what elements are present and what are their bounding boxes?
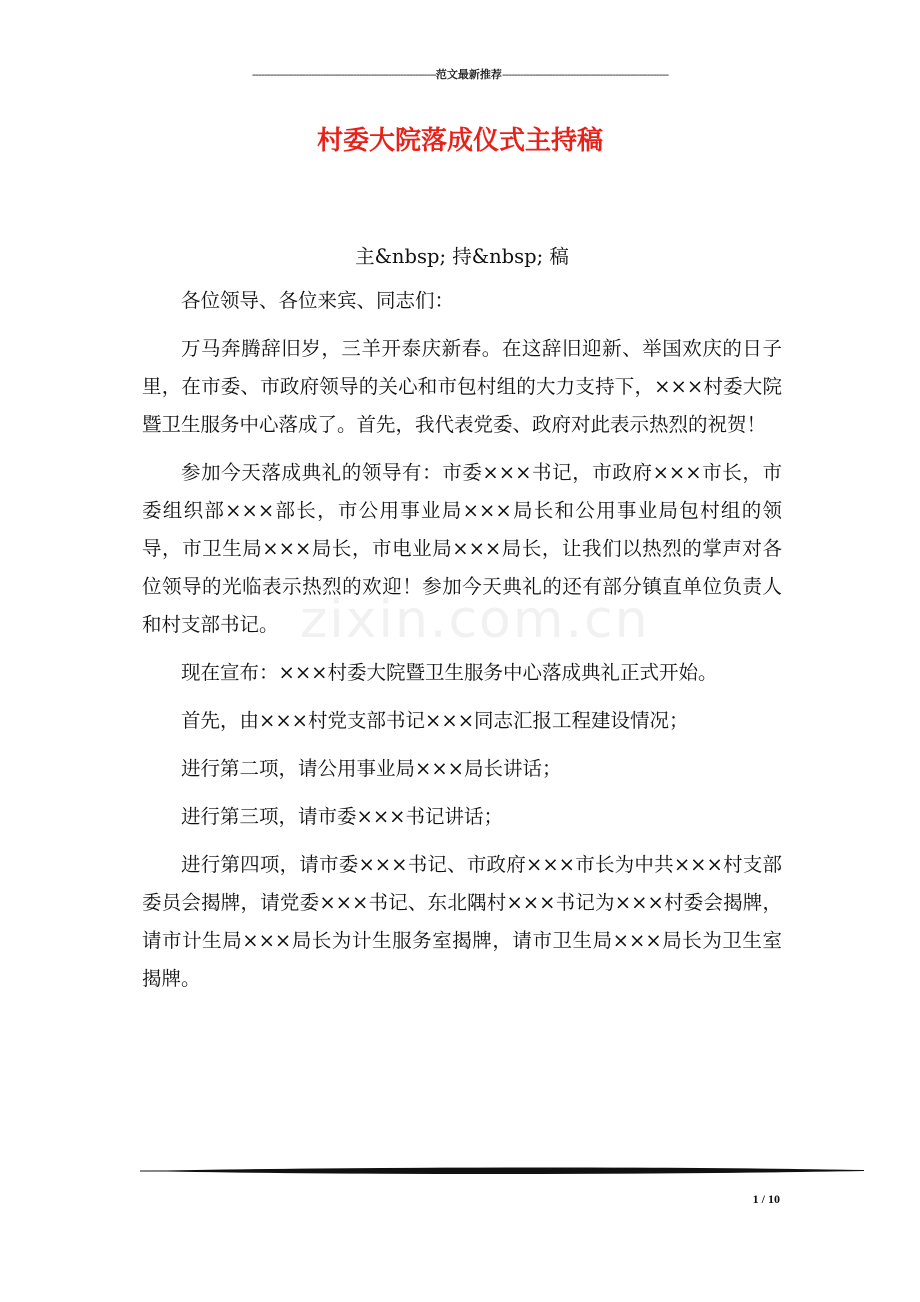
document-subtitle: 主&nbsp; 持&nbsp; 稿 — [355, 245, 569, 268]
footer-rule — [140, 1164, 864, 1178]
paragraph-attendees: 参加今天落成典礼的领导有：市委×××书记，市政府×××市长，市委组织部×××部长，市公用事业局×××局长和公用事业局包村组的领导，市卫生局×××局长，市电业局×××局长，让我们以热烈的掌声对各位领导的光临表示热烈的欢迎！参加今天典礼的还有部分镇直单位负责人和村支部书记。 — [142, 461, 782, 636]
watermark: zixin.com.cn — [300, 590, 650, 650]
header-dashes-left: -------------------------------------------------------------- — [251, 68, 436, 81]
header-label: 范文最新推荐 — [435, 68, 502, 81]
paragraph-announcement: 现在宣布：×××村委大院暨卫生服务中心落成典礼正式开始。 — [181, 661, 718, 684]
paragraph-step-3: 进行第三项，请市委×××书记讲话； — [181, 805, 504, 828]
header-dashes-right: -------------------------------------------------------- — [501, 68, 669, 81]
paragraph-intro: 万马奔腾辞旧岁，三羊开泰庆新春。在这辞旧迎新、举国欢庆的日子里，在市委、市政府领导的关心和市包村组的大力支持下，×××村委大院暨卫生服务中心落成了。首先，我代表党委、政府对此表示热烈的祝贺！ — [142, 337, 782, 436]
paragraph-greeting: 各位领导、各位来宾、同志们： — [181, 289, 455, 312]
paragraph-step-1: 首先，由×××村党支部书记×××同志汇报工程建设情况； — [181, 709, 689, 732]
page-number: 1 / 10 — [752, 1192, 780, 1206]
paragraph-step-4: 进行第四项，请市委×××书记、市政府×××市长为中共×××村支部委员会揭牌，请党委×××书记、东北隅村×××书记为×××村委会揭牌，请市计生局×××局长为计生服务室揭牌，请市卫生局×××局长为卫生室揭牌。 — [142, 853, 782, 990]
paragraph-step-2: 进行第二项，请公用事业局×××局长讲话； — [181, 757, 562, 780]
page-header — [140, 66, 780, 84]
document-body — [142, 238, 782, 1008]
document-title: 村委大院落成仪式主持稿 — [316, 126, 603, 156]
